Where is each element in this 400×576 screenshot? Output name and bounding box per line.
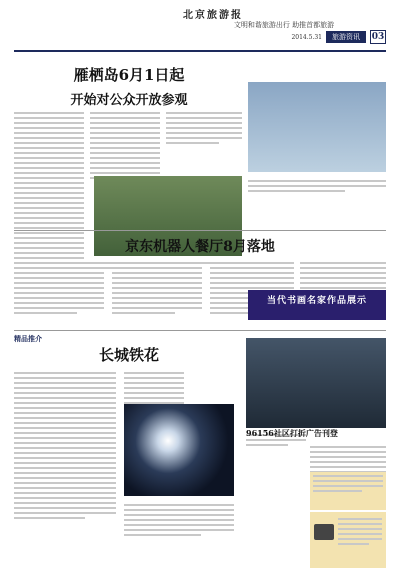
article-island-headline-2: 开始对公众开放参观 <box>70 93 188 108</box>
article-island-body-col3 <box>166 112 242 144</box>
tv-repair-ad <box>310 512 386 568</box>
divider <box>14 230 386 231</box>
article-greatwall-body-col1 <box>14 372 116 519</box>
article-robot-body-col1 <box>14 262 104 314</box>
fireworks-photo <box>124 404 234 496</box>
section-tag: 精品推介 <box>14 334 42 343</box>
article-robot-body-col2 <box>112 262 202 314</box>
art-ad-title: 当代书画名家作品展示 <box>266 296 367 306</box>
classifieds <box>246 428 386 439</box>
page-number: 03 <box>371 32 385 42</box>
issue-date: 2014.5.31 <box>291 33 322 41</box>
newspaper-subtitle: 文明和谐旅游出行 助推首都旅游 <box>233 21 335 29</box>
article-island-body-col2 <box>90 112 160 179</box>
masthead-meta <box>254 30 386 44</box>
section-label: 旅游资讯 <box>326 31 366 43</box>
hotline-ad-lines <box>310 472 386 495</box>
newspaper-title: 北京旅游报 <box>183 10 243 21</box>
article-robot-headline: 京东机器人餐厅8月落地 <box>125 239 275 255</box>
article-island-headline-1: 雁栖岛6月1日起 <box>73 66 185 84</box>
island-photo <box>248 82 386 172</box>
art-exhibition-ad <box>248 290 386 320</box>
article-greatwall-headline: 长城铁花 <box>98 346 159 364</box>
island-photo-caption <box>248 180 386 192</box>
hotline-ad <box>310 472 386 510</box>
divider-2 <box>14 330 386 331</box>
masthead <box>14 6 386 50</box>
tv-ad-lines <box>338 518 382 545</box>
tv-icon <box>314 524 334 540</box>
masthead-rule <box>14 50 386 52</box>
article-island-body-col1 <box>14 112 84 284</box>
fireworks-caption <box>124 504 234 536</box>
classifieds-header: 96156社区打折广告刊登 <box>246 428 338 438</box>
